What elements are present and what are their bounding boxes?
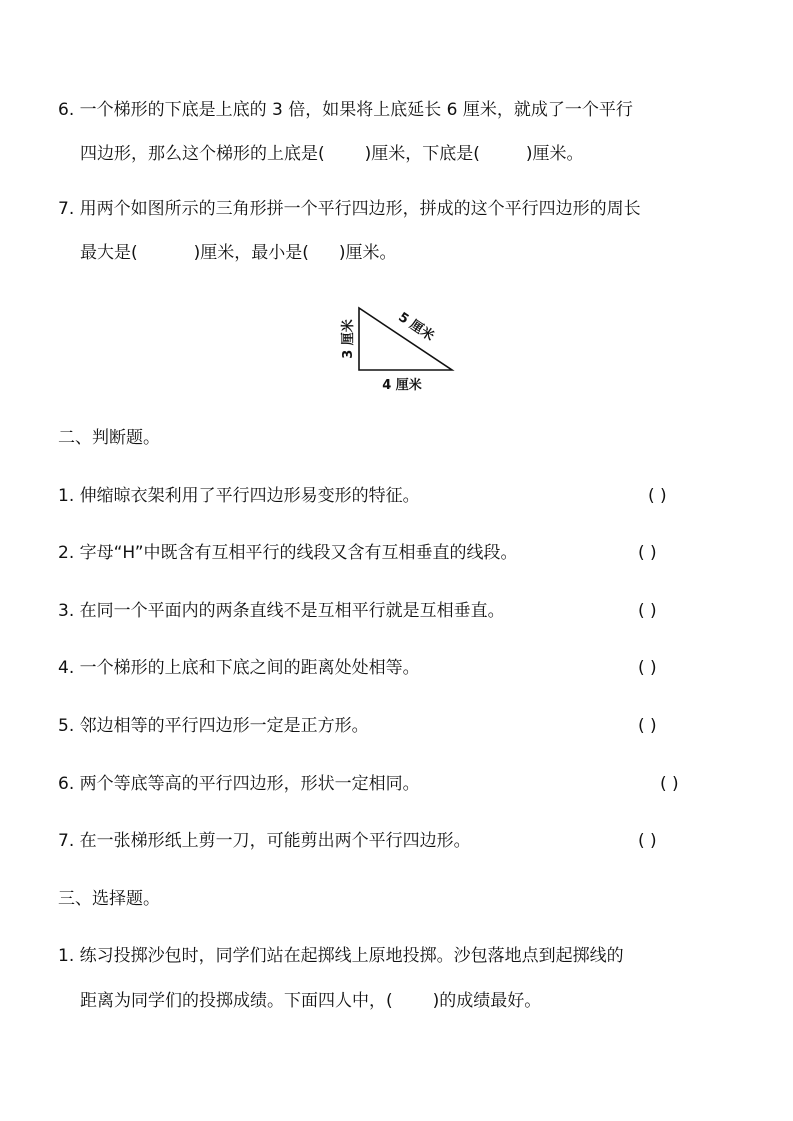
judge-answer-5[interactable]: ( ) bbox=[638, 716, 657, 736]
triangle-figure bbox=[330, 296, 470, 396]
fill-q7-line2 bbox=[80, 241, 397, 265]
judge-answer-4[interactable]: ( ) bbox=[638, 658, 657, 678]
judge-item-3: 3. 在同一个平面内的两条直线不是互相平行就是互相垂直。 bbox=[58, 601, 505, 621]
judge-answer-7[interactable]: ( ) bbox=[638, 831, 657, 851]
fill-q6-line2 bbox=[80, 142, 584, 166]
fill-q6-text-b: )厘米，下底是( bbox=[364, 144, 480, 164]
choice-q1-text-a: 距离为同学们的投掷成绩。下面四人中，( bbox=[80, 991, 393, 1011]
judge-item-4: 4. 一个梯形的上底和下底之间的距离处处相等。 bbox=[58, 658, 420, 678]
fill-q7-text-b: )厘米，最小是( bbox=[193, 243, 309, 263]
triangle-label-bottom: 4 厘米 bbox=[382, 378, 422, 393]
judge-answer-2[interactable]: ( ) bbox=[638, 543, 657, 563]
judge-answer-6[interactable]: ( ) bbox=[660, 774, 679, 794]
judge-item-1: 1. 伸缩晾衣架利用了平行四边形易变形的特征。 bbox=[58, 486, 420, 506]
fill-q7-text-c: )厘米。 bbox=[338, 243, 397, 263]
judge-item-5: 5. 邻边相等的平行四边形一定是正方形。 bbox=[58, 716, 369, 736]
fill-q6-text-c: )厘米。 bbox=[525, 144, 584, 164]
fill-q7-text-a: 最大是( bbox=[80, 243, 138, 263]
judge-item-6: 6. 两个等底等高的平行四边形，形状一定相同。 bbox=[58, 774, 420, 794]
judge-answer-3[interactable]: ( ) bbox=[638, 601, 657, 621]
fill-q7-line1: 7. 用两个如图所示的三角形拼一个平行四边形，拼成的这个平行四边形的周长 bbox=[58, 199, 641, 219]
fill-q6-line1: 6. 一个梯形的下底是上底的 3 倍，如果将上底延长 6 厘米，就成了一个平行 bbox=[58, 100, 633, 120]
triangle-label-left: 3 厘米 bbox=[341, 319, 356, 359]
judge-item-2: 2. 字母“H”中既含有互相平行的线段又含有互相垂直的线段。 bbox=[58, 543, 518, 563]
choice-q1-text-b: )的成绩最好。 bbox=[432, 991, 542, 1011]
choice-heading: 三、选择题。 bbox=[58, 889, 160, 909]
fill-q6-text-a: 四边形，那么这个梯形的上底是( bbox=[80, 144, 325, 164]
judge-heading: 二、判断题。 bbox=[58, 428, 160, 448]
choice-q1-line1: 1. 练习投掷沙包时，同学们站在起掷线上原地投掷。沙包落地点到起掷线的 bbox=[58, 946, 624, 966]
triangle-label-hyp: 5 厘米 bbox=[395, 309, 437, 345]
judge-item-7: 7. 在一张梯形纸上剪一刀，可能剪出两个平行四边形。 bbox=[58, 831, 471, 851]
judge-answer-1[interactable]: ( ) bbox=[648, 486, 667, 506]
choice-q1-line2 bbox=[80, 989, 541, 1013]
